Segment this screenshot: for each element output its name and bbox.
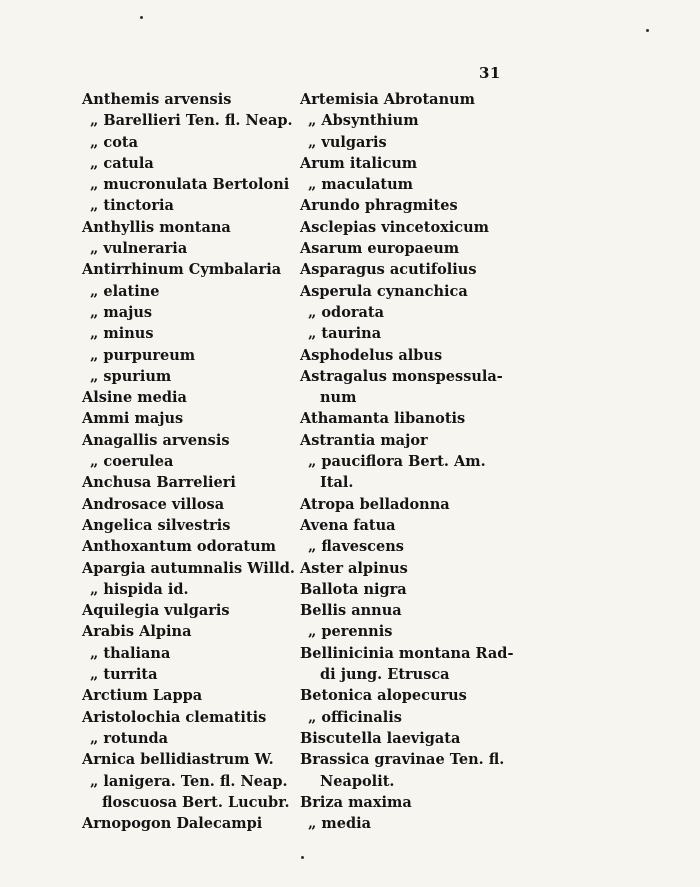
index-entry: „ elatine bbox=[90, 282, 160, 300]
index-entry: Arabis Alpina bbox=[82, 623, 192, 641]
index-entry: „ pauciflora Bert. Am. bbox=[308, 453, 486, 471]
index-entry: „ flavescens bbox=[308, 538, 404, 556]
index-entry: „ vulgaris bbox=[308, 133, 387, 151]
index-entry: „ hispida id. bbox=[90, 580, 189, 598]
index-entry: Bellis annua bbox=[300, 602, 402, 620]
index-entry: „ perennis bbox=[308, 623, 393, 641]
index-entry: Biscutella laevigata bbox=[300, 729, 461, 747]
index-entry: num bbox=[320, 389, 357, 407]
index-entry: Arundo phragmites bbox=[300, 197, 458, 215]
index-entry: Arnopogon Dalecampi bbox=[82, 815, 263, 833]
index-entry: Ital. bbox=[320, 474, 354, 492]
ink-speck bbox=[140, 16, 143, 19]
index-entry: Artemisia Abrotanum bbox=[300, 91, 475, 108]
index-entry: Anchusa Barrelieri bbox=[82, 474, 236, 492]
right-column bbox=[300, 89, 514, 834]
index-entry: „ taurina bbox=[308, 325, 382, 343]
index-entry: „ majus bbox=[90, 303, 153, 321]
index-entry: Avena fatua bbox=[300, 516, 396, 534]
index-entry: Anthyllis montana bbox=[82, 218, 231, 236]
index-entry: „ turrita bbox=[90, 666, 158, 684]
index-entry: „ officinalis bbox=[308, 708, 402, 726]
index-entry: Alsine media bbox=[82, 389, 187, 407]
index-entry: Anthemis arvensis bbox=[82, 91, 232, 108]
ink-speck bbox=[301, 856, 304, 859]
index-entry: „ Barellieri Ten. fl. Neap. bbox=[90, 112, 293, 130]
index-entry: „ Absynthium bbox=[308, 112, 419, 130]
index-entry: „ maculatum bbox=[308, 176, 413, 194]
index-entry: Asparagus acutifolius bbox=[300, 261, 477, 279]
index-entry: Neapolit. bbox=[320, 772, 395, 790]
left-column bbox=[82, 89, 295, 834]
index-entry: Ammi majus bbox=[82, 410, 184, 428]
index-entry: „ lanigera. Ten. fl. Neap. bbox=[90, 772, 288, 790]
index-entry: „ spurium bbox=[90, 367, 172, 385]
index-entry: di jung. Etrusca bbox=[320, 666, 450, 684]
index-entry: Arnica bellidiastrum W. bbox=[82, 751, 274, 769]
index-entry: Androsace villosa bbox=[82, 495, 225, 513]
index-entry: Bellinicinia montana Rad- bbox=[300, 644, 514, 662]
index-entry: Aquilegia vulgaris bbox=[82, 602, 230, 620]
index-entry: Arum italicum bbox=[300, 154, 418, 172]
index-entry: „ minus bbox=[90, 325, 154, 343]
index-entry: „ media bbox=[308, 815, 371, 833]
index-entry: Aristolochia clematitis bbox=[82, 708, 267, 726]
index-entry: „ odorata bbox=[308, 303, 384, 321]
index-entry: Brassica gravinae Ten. fl. bbox=[300, 751, 505, 769]
index-entry: Asclepias vincetoxicum bbox=[300, 218, 489, 236]
index-entry: Athamanta libanotis bbox=[300, 410, 466, 428]
index-entry: Angelica silvestris bbox=[82, 516, 231, 534]
index-entry: Asphodelus albus bbox=[300, 346, 443, 364]
index-entry: „ purpureum bbox=[90, 346, 196, 364]
index-entry: „ tinctoria bbox=[90, 197, 174, 215]
index-entry: Betonica alopecurus bbox=[300, 687, 467, 705]
index-entry: „ coerulea bbox=[90, 453, 174, 471]
index-entry: Atropa belladonna bbox=[300, 495, 450, 513]
ink-speck bbox=[646, 29, 649, 32]
index-entry: „ catula bbox=[90, 154, 154, 172]
index-entry: „ thaliana bbox=[90, 644, 171, 662]
index-entry: Ballota nigra bbox=[300, 580, 407, 598]
index-entry: Antirrhinum Cymbalaria bbox=[82, 261, 282, 279]
index-entry: Astrantia major bbox=[300, 431, 428, 449]
index-entry: Asperula cynanchica bbox=[300, 282, 468, 300]
index-entry: Apargia autumnalis Willd. bbox=[82, 559, 295, 577]
index-entry: „ mucronulata Bertoloni bbox=[90, 176, 290, 194]
index-entry: „ cota bbox=[90, 133, 138, 151]
index-entry: Anthoxantum odoratum bbox=[82, 538, 277, 556]
index-entry: Asarum europaeum bbox=[300, 240, 460, 258]
index-entry: Astragalus monspessula- bbox=[300, 367, 503, 385]
index-entry: Briza maxima bbox=[300, 793, 412, 811]
index-entry: „ rotunda bbox=[90, 729, 169, 747]
index-entry: Aster alpinus bbox=[300, 559, 408, 577]
index-entry: „ vulneraria bbox=[90, 240, 188, 258]
index-entry: Arctium Lappa bbox=[82, 687, 203, 705]
page-number: 31 bbox=[479, 64, 501, 82]
index-entry: floscuosa Bert. Lucubr. bbox=[102, 793, 290, 811]
index-entry: Anagallis arvensis bbox=[82, 431, 230, 449]
